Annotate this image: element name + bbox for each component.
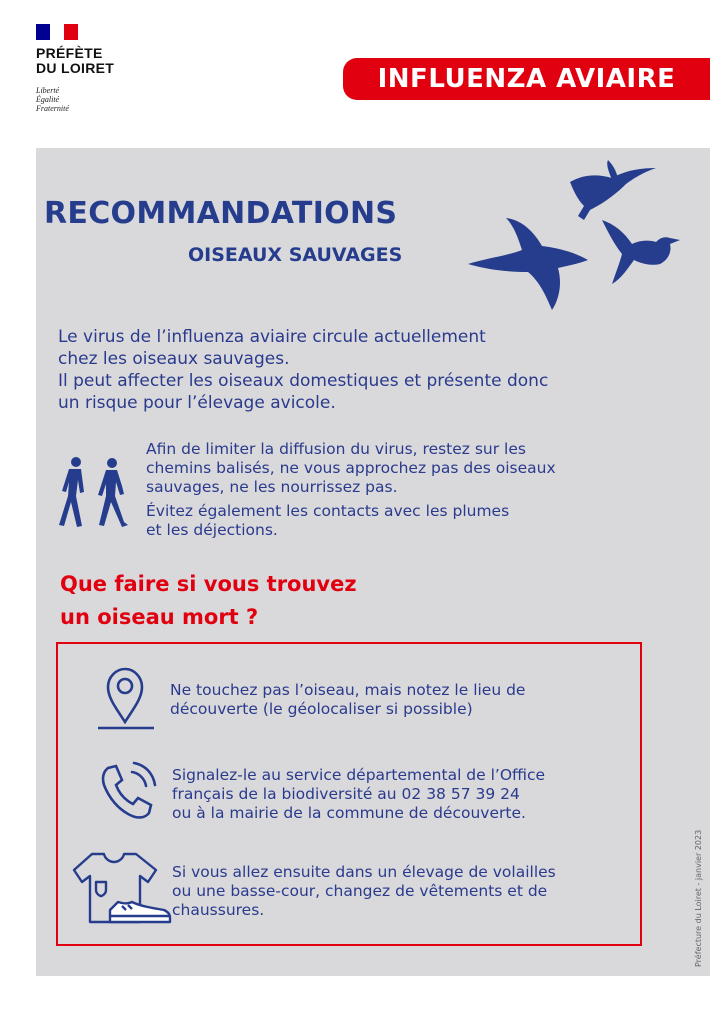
location-pin-icon bbox=[94, 664, 156, 732]
motto bbox=[36, 86, 69, 113]
french-flag-logo bbox=[36, 24, 78, 40]
motto-liberte: Liberté bbox=[36, 86, 60, 95]
motto-fraternite: Fraternité bbox=[36, 104, 69, 113]
intro-line: Il peut affecter les oiseaux domestiques et présente donc bbox=[58, 371, 549, 391]
advice-line: Évitez également les contacts avec les plumes bbox=[146, 502, 510, 520]
step-line: Ne touchez pas l’oiseau, mais notez le lieu de bbox=[170, 681, 526, 699]
motto-egalite: Égalité bbox=[36, 95, 60, 104]
advice-line: et les déjections. bbox=[146, 521, 278, 539]
step-line: Signalez-le au service départemental de l’Office bbox=[172, 766, 546, 784]
intro-line: Le virus de l’influenza aviaire circule actuellement bbox=[58, 327, 486, 347]
question-line: Que faire si vous trouvez bbox=[60, 572, 357, 596]
intro-line: un risque pour l’élevage avicole. bbox=[58, 393, 336, 413]
step-1-text bbox=[170, 681, 525, 719]
intro-line: chez les oiseaux sauvages. bbox=[58, 349, 290, 369]
prefecture-name bbox=[36, 46, 114, 76]
step-2-text bbox=[172, 766, 545, 823]
prefecture-line1: PRÉFÈTE bbox=[36, 45, 103, 61]
title-banner: INFLUENZA AVIAIRE bbox=[343, 58, 710, 100]
advice-line: chemins balisés, ne vous approchez pas des oiseaux bbox=[146, 459, 556, 477]
phone-icon bbox=[98, 758, 160, 822]
step-3-text bbox=[172, 863, 556, 920]
step-line: français de la biodiversité au 02 38 57 39 24 bbox=[172, 785, 520, 803]
poster-subtitle: OISEAUX SAUVAGES bbox=[188, 244, 403, 266]
step-line: chaussures. bbox=[172, 901, 265, 919]
prefecture-line2: DU LOIRET bbox=[36, 60, 115, 76]
step-line: ou une basse-cour, changez de vêtements et de bbox=[172, 882, 548, 900]
step-line: ou à la mairie de la commune de découverte. bbox=[172, 804, 526, 822]
poster-title: RECOMMANDATIONS bbox=[44, 196, 398, 231]
advice-line: Afin de limiter la diffusion du virus, restez sur les bbox=[146, 440, 526, 458]
side-credit: Préfecture du Loiret - janvier 2023 bbox=[694, 829, 703, 967]
walking-people-icon bbox=[56, 456, 138, 528]
question-line: un oiseau mort ? bbox=[60, 605, 259, 629]
step-line: découverte (le géolocaliser si possible) bbox=[170, 700, 473, 718]
intro-text bbox=[58, 326, 658, 414]
dead-bird-question bbox=[60, 568, 357, 634]
flying-birds-icon bbox=[466, 160, 696, 315]
step-line: Si vous allez ensuite dans un élevage de volailles bbox=[172, 863, 556, 881]
advice-line: sauvages, ne les nourrissez pas. bbox=[146, 478, 398, 496]
advice-text bbox=[146, 440, 646, 540]
clothes-shoe-icon bbox=[72, 852, 172, 926]
